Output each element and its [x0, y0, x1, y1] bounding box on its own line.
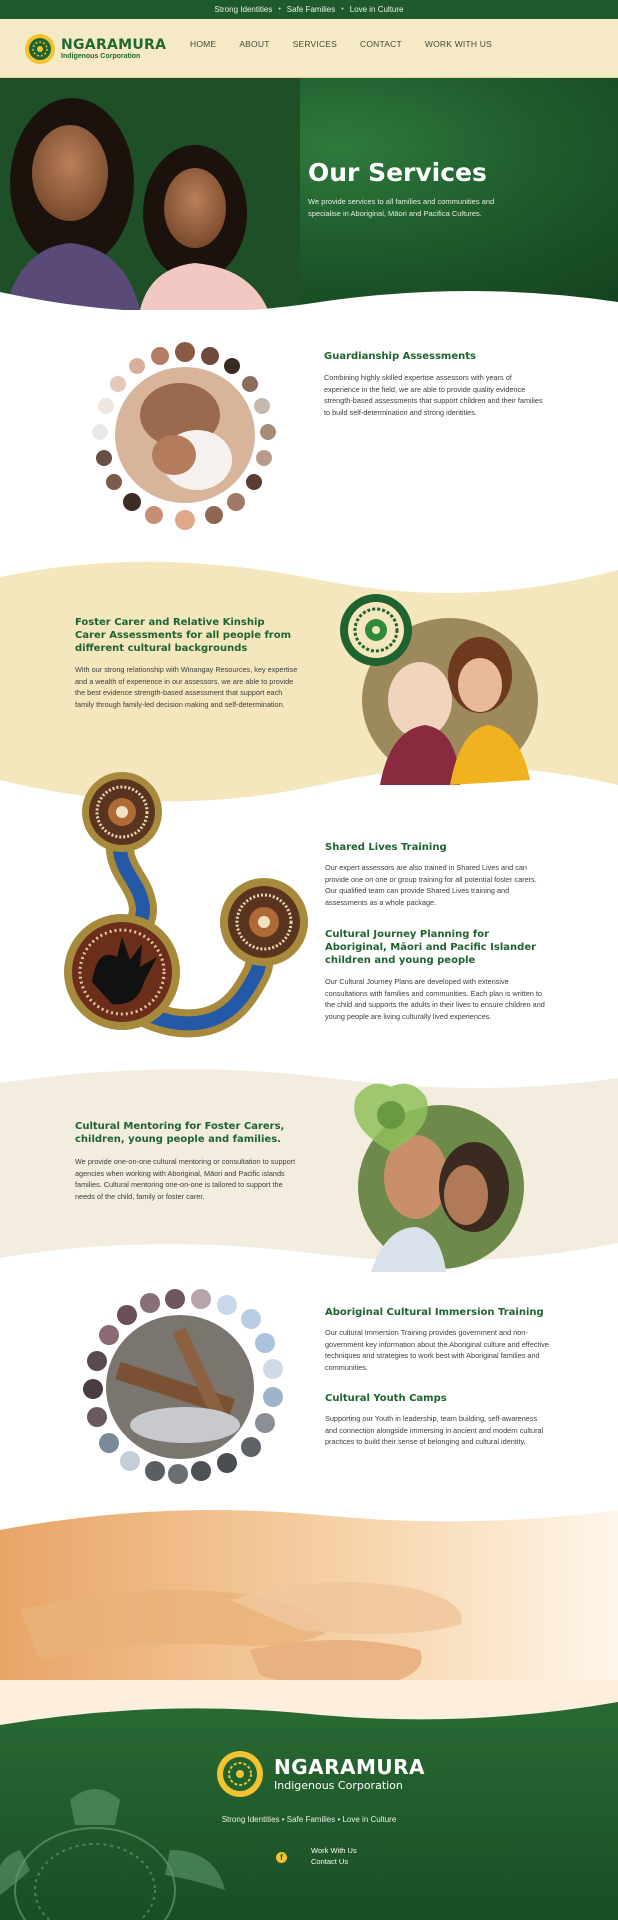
brand-logo[interactable]	[24, 33, 166, 65]
journey-title: Cultural Journey Planning for Aboriginal, Māori and Pacific Islander children and young people	[325, 929, 537, 966]
nav-contact[interactable]: CONTACT	[360, 39, 402, 49]
immersion-title: Aboriginal Cultural Immersion Training	[325, 1307, 544, 1318]
youth-text: Supporting our Youth in leadership, team building, self-awareness and connection alongside immersing in ancient and modern cultural practices to build their sense of belonging and cultural identity.	[325, 1414, 544, 1446]
mentoring-title: Cultural Mentoring for Foster Carers, children, young people and families.	[75, 1121, 285, 1145]
brand-name: NGARAMURA	[61, 37, 167, 53]
guardianship-image	[82, 340, 288, 530]
foster-family-photo	[340, 590, 540, 785]
guardianship-text: Combining highly skilled expertise assessors with years of experience in the field, we are able to provide quality evidence strength-based assessments that support children and their families to build self-determination and strong identities.	[324, 373, 543, 417]
footer-link-work-with-us[interactable]: Work With Us	[311, 1846, 357, 1855]
footer-tagline: Strong Identities • Safe Families • Love in Culture	[221, 1815, 397, 1824]
top-tagline-bar	[0, 0, 618, 19]
guardianship-title: Guardianship Assessments	[324, 351, 476, 362]
page-title: Our Services	[308, 158, 487, 187]
brand-subtitle: Indigenous Corporation	[61, 53, 141, 60]
site-footer	[0, 1680, 618, 1920]
hero-wave-divider	[0, 272, 618, 322]
tagline-item: Strong Identities	[214, 5, 273, 14]
facebook-icon[interactable]: f	[276, 1852, 287, 1863]
nav-home[interactable]: HOME	[190, 39, 217, 49]
tagline-separator: •	[341, 6, 344, 13]
journey-text: Our Cultural Journey Plans are developed with extensive consultations with families and communities. Each plan is written to the child and supports the adults in their lives to ensure children and young people are living culturally lived experiences.	[325, 977, 545, 1021]
immersion-text: Our cultural Immersion Training provides government and non-government key information about the Aboriginal culture and effective techniques and strategies to work best with Aboriginal families and communities.	[325, 1328, 549, 1372]
mentoring-photo	[316, 1077, 530, 1272]
foster-title: Foster Carer and Relative Kinship Carer Assessments for all people from different cultural backgrounds	[75, 617, 292, 654]
nav-about[interactable]: ABOUT	[239, 39, 270, 49]
footer-emblem-icon	[216, 1750, 264, 1798]
youth-title: Cultural Youth Camps	[325, 1393, 447, 1404]
footer-logo[interactable]	[216, 1750, 425, 1798]
mentoring-text: We provide one-on-one cultural mentoring or consultation to support agencies when working with Aboriginal, Māori and Pacific islands families. Cultural mentoring one-on-one is tailored to support the needs of the child, family or foster carer.	[75, 1157, 296, 1201]
footer-brand-name: NGARAMURA	[274, 1754, 426, 1779]
header-nav	[0, 19, 618, 78]
footer-brand-subtitle: Indigenous Corporation	[274, 1778, 403, 1792]
footer-link-contact-us[interactable]: Contact Us	[311, 1857, 349, 1866]
immersion-image	[75, 1285, 295, 1485]
foster-text: With our strong relationship with Winangay Resources, key expertise and a wealth of experience in our assessors, we are able to provide the best evidence strength-based assessment that support each family through family-led decision making and self-determination.	[75, 665, 298, 709]
nav-services[interactable]: SERVICES	[292, 39, 338, 49]
logo-emblem-icon	[24, 33, 56, 65]
shared-lives-text: Our expert assessors are also trained in Shared Lives and can provide one on one or group training for all potential foster carers. Our qualified team can provide Shared Lives training and assessments as a whole package.	[325, 863, 537, 907]
main-menu	[190, 39, 492, 49]
tagline-separator: •	[278, 6, 281, 13]
tagline-item: Safe Families	[286, 5, 336, 14]
hero-intro: We provide services to all families and communities and specialise in Aboriginal, Māori and Pacifica Cultures.	[308, 197, 495, 218]
nav-work-with-us[interactable]: WORK WITH US	[424, 39, 492, 49]
turtle-watermark-icon	[0, 1780, 230, 1920]
footer-wave-divider	[0, 1680, 618, 1730]
aboriginal-artwork-illustration	[62, 772, 312, 1057]
footer-links	[311, 1845, 357, 1867]
shared-lives-title: Shared Lives Training	[325, 842, 447, 853]
tagline-item: Love in Culture	[349, 5, 404, 14]
